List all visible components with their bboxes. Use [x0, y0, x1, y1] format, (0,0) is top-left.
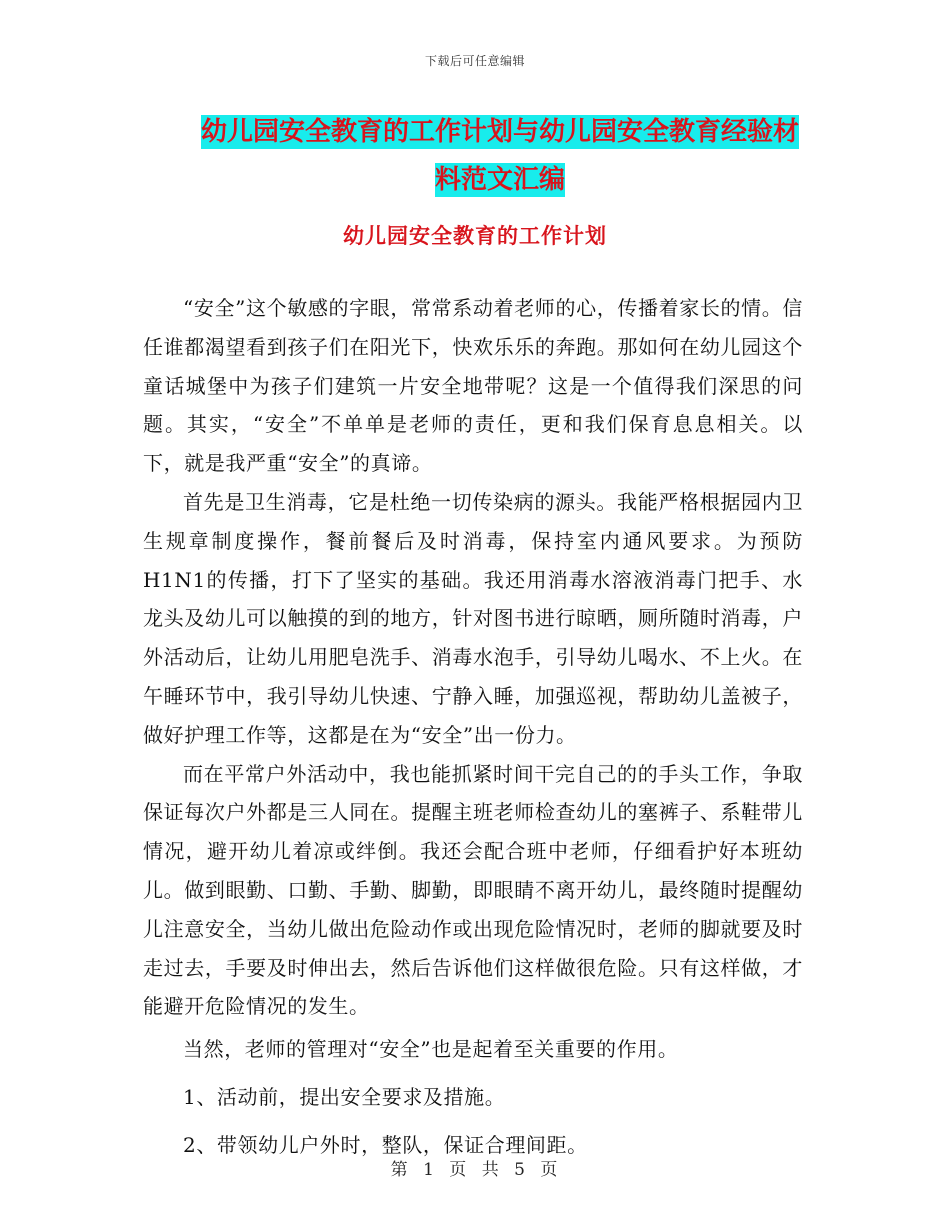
paragraph: “安全”这个敏感的字眼，常常系动着老师的心，传播着家长的情。信任谁都渴望看到孩子们在阳光下，快欢乐乐的奔跑。那如何在幼儿园这个童话城堡中为孩子们建筑一片安全地带呢？这是一个值得我们深思的问题。其实，“安全”不单单是老师的责任，更和我们保育息息相关。以下，就是我严重“安全”的真谛。	[143, 296, 803, 476]
paragraph: 而在平常户外活动中，我也能抓紧时间干完自己的的手头工作，争取保证每次户外都是三人同在。提醒主班老师检查幼儿的塞裤子、系鞋带儿情况，避开幼儿着凉或绊倒。我还会配合班中老师，仔细看护好本班幼儿。做到眼勤、口勤、手勤、脚勤，即眼睛不离开幼儿，最终随时提醒幼儿注意安全，当幼儿做出危险动作或出现危险情况时，老师的脚就要及时走过去，手要及时伸出去，然后告诉他们这样做很危险。只有这样做，才能避开危险情况的发生。	[143, 761, 803, 1019]
closing-paragraph: 当然，老师的管理对“安全”也是起着至关重要的作用。	[183, 1037, 679, 1062]
list-item: 1、活动前，提出安全要求及措施。	[183, 1084, 506, 1109]
document-title-line-2: 料范文汇编	[434, 165, 565, 195]
list-item: 2、带领幼儿户外时，整队，保证合理间距。	[183, 1132, 588, 1157]
document-title	[140, 108, 860, 204]
header-note: 下载后可任意编辑	[424, 54, 525, 68]
document-title-line-1: 幼儿园安全教育的工作计划与幼儿园安全教育经验材	[200, 117, 799, 147]
section-title: 幼儿园安全教育的工作计划	[343, 224, 607, 248]
body-text	[143, 289, 803, 1165]
page-footer: 第 1 页 共 5 页	[390, 1160, 560, 1180]
paragraph: 首先是卫生消毒，它是杜绝一切传染病的源头。我能严格根据园内卫生规章制度操作，餐前餐后及时消毒，保持室内通风要求。为预防H1N1的传播，打下了坚实的基础。我还用消毒水溶液消毒门把手、水龙头及幼儿可以触摸的到的地方，针对图书进行晾晒，厕所随时消毒，户外活动后，让幼儿用肥皂洗手、消毒水泡手，引导幼儿喝水、不上火。在午睡环节中，我引导幼儿快速、宁静入睡，加强巡视，帮助幼儿盖被子，做好护理工作等，这都是在为“安全”出一份力。	[143, 489, 803, 747]
